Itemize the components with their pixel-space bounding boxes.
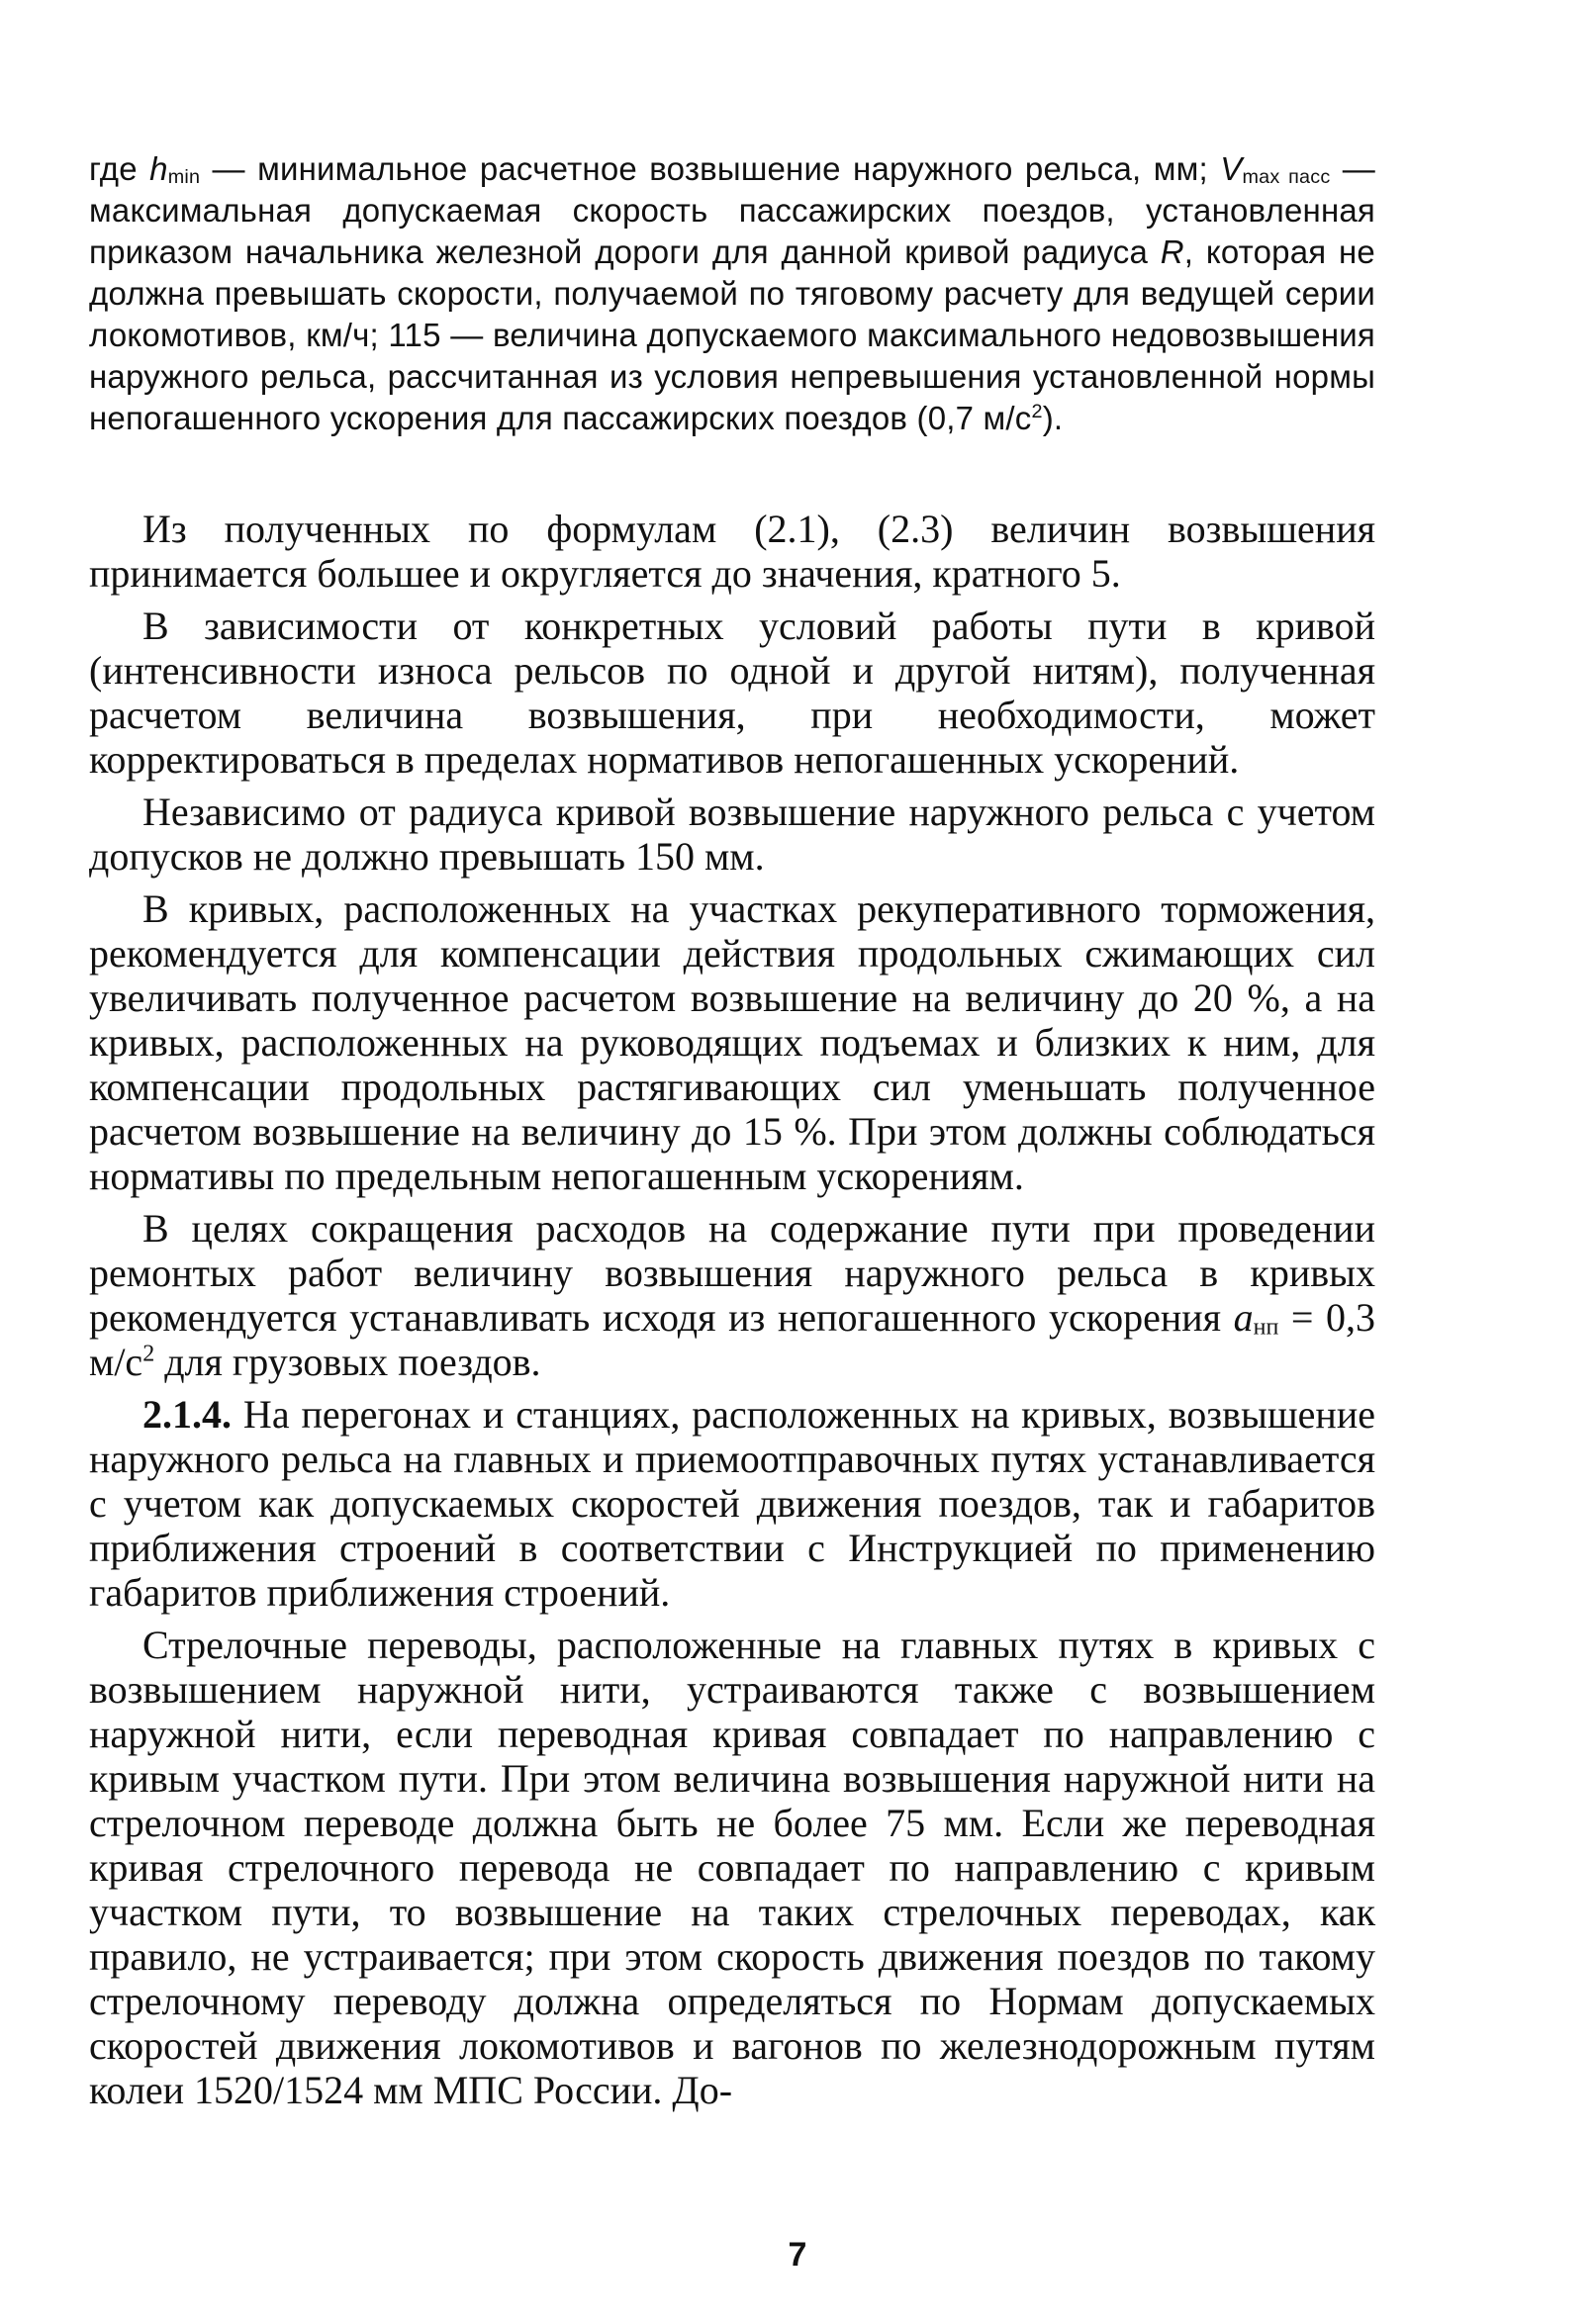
page-number: 7 [788, 2236, 807, 2274]
definition-end: ). [1042, 400, 1064, 436]
exponent: 2 [1031, 401, 1043, 423]
symbol-v: V [1220, 150, 1243, 187]
paragraph-recuperative-braking: В кривых, расположенных на участках рекуперативного торможения, рекомендуется для компенсации действия продольных сжимающих сил увеличивать полученное расчетом возвышение на величину до 20 %, а на кривых, расположенных на руководящих подъемах и близких к ним, для компенсации продольных растягивающих сил уменьшать полученное расчетом возвышение на величину до 15 %. При этом должны соблюдаться нормативы по предельным непогашенным ускорениям. [89, 886, 1375, 1198]
paragraph-switches: Стрелочные переводы, расположенные на главных путях в кривых с возвышением наружной нити, устраиваются также с возвышением наружной нити, если переводная кривая совпадает по направлению с кривым участком пути. При этом величина возвышения наружной нити на стрелочном переводе должна быть не более 75 мм. Если же переводная кривая стрелочного перевода не совпадает по направлению с кривым участком пути, то возвышение на таких стрелочных переводах, как правило, не устраивается; при этом скорость движения поездов по такому стрелочному переводу должна определяться по Нормам допускаемых скоростей движения локомотивов и вагонов по железнодорожным путям колеи 1520/1524 мм МПС России. До- [89, 1623, 1375, 2112]
symbol-h: h [149, 150, 168, 187]
symbol-a-subscript: нп [1253, 1314, 1279, 1341]
paragraph-rounding: Из полученных по формулам (2.1), (2.3) величин возвышения принимается большее и округляется до значения, кратного 5. [89, 507, 1375, 596]
paragraph-2-1-4 [89, 1392, 1375, 1615]
section-number: 2.1.4. [142, 1392, 232, 1437]
p5-mid: = 0,3 м/с [89, 1295, 1375, 1384]
paragraph-max-elevation: Независимо от радиуса кривой возвышение наружного рельса с учетом допусков не должно превышать 150 мм. [89, 790, 1375, 879]
symbol-a: a [1233, 1295, 1254, 1340]
definition-v-text: — максимальная допускаемая скорость пассажирских поездов, установленная приказом начальника железной дороги для данной кривой радиуса [89, 150, 1375, 270]
symbol-definitions [89, 148, 1375, 439]
symbol-r: R [1160, 233, 1184, 270]
p5-exponent: 2 [142, 1341, 155, 1367]
symbol-h-subscript: min [167, 165, 201, 188]
p5-start: В целях сокращения расходов на содержание пути при проведении ремонтых работ величину возвышения наружного рельса в кривых рекомендуется устанавливать исходя из непогашенного ускорения [89, 1206, 1375, 1340]
paragraph-repair-works [89, 1206, 1375, 1384]
paragraph-correction: В зависимости от конкретных условий работы пути в кривой (интенсивности износа рельсов по одной и другой нитям), полученная расчетом величина возвышения, при необходимости, может корректироваться в пределах нормативов непогашенных ускорений. [89, 604, 1375, 782]
section-text: На перегонах и станциях, расположенных на кривых, возвышение наружного рельса на главных и приемоотправочных путях устанавливается с учетом как допускаемых скоростей движения поездов, так и габаритов приближения строений в соответствии с Инструкцией по применению габаритов приближения строений. [89, 1392, 1375, 1615]
body-text [89, 507, 1375, 2112]
definition-text: где $h_{min}$ — минимальное расчетное возвышение наружного рельса, мм; $V_{max пасс}$ — максимальная допускаемая скорость пассажирских поездов, установленная приказом начальника железной дороги для данной кривой радиуса R, которая не должна превышать скорости, получаемой по тяговому расчету для ведущей серии локомотивов, км/ч; 115 — величина допускаемого максимального недовозвышения наружного рельса, рассчитанная из условия непревышения установленной нормы непогашенного ускорения для пассажирских поездов (0,7 $м/с^2$). [89, 150, 1375, 436]
definition-h-text: — минимальное расчетное возвышение наружного рельса, мм; [200, 150, 1208, 187]
p5-end: для грузовых поездов. [154, 1340, 541, 1384]
definition-rest-text: , которая не должна превышать скорости, получаемой по тяговому расчету для ведущей серии локомотивов, км/ч; 115 — величина допускаемого максимального недовозвышения наружного рельса, рассчитанная из условия непревышения установленной нормы непогашенного ускорения для пассажирских поездов (0,7 м/с [89, 233, 1375, 436]
symbol-v-subscript: max пасс [1242, 165, 1331, 188]
